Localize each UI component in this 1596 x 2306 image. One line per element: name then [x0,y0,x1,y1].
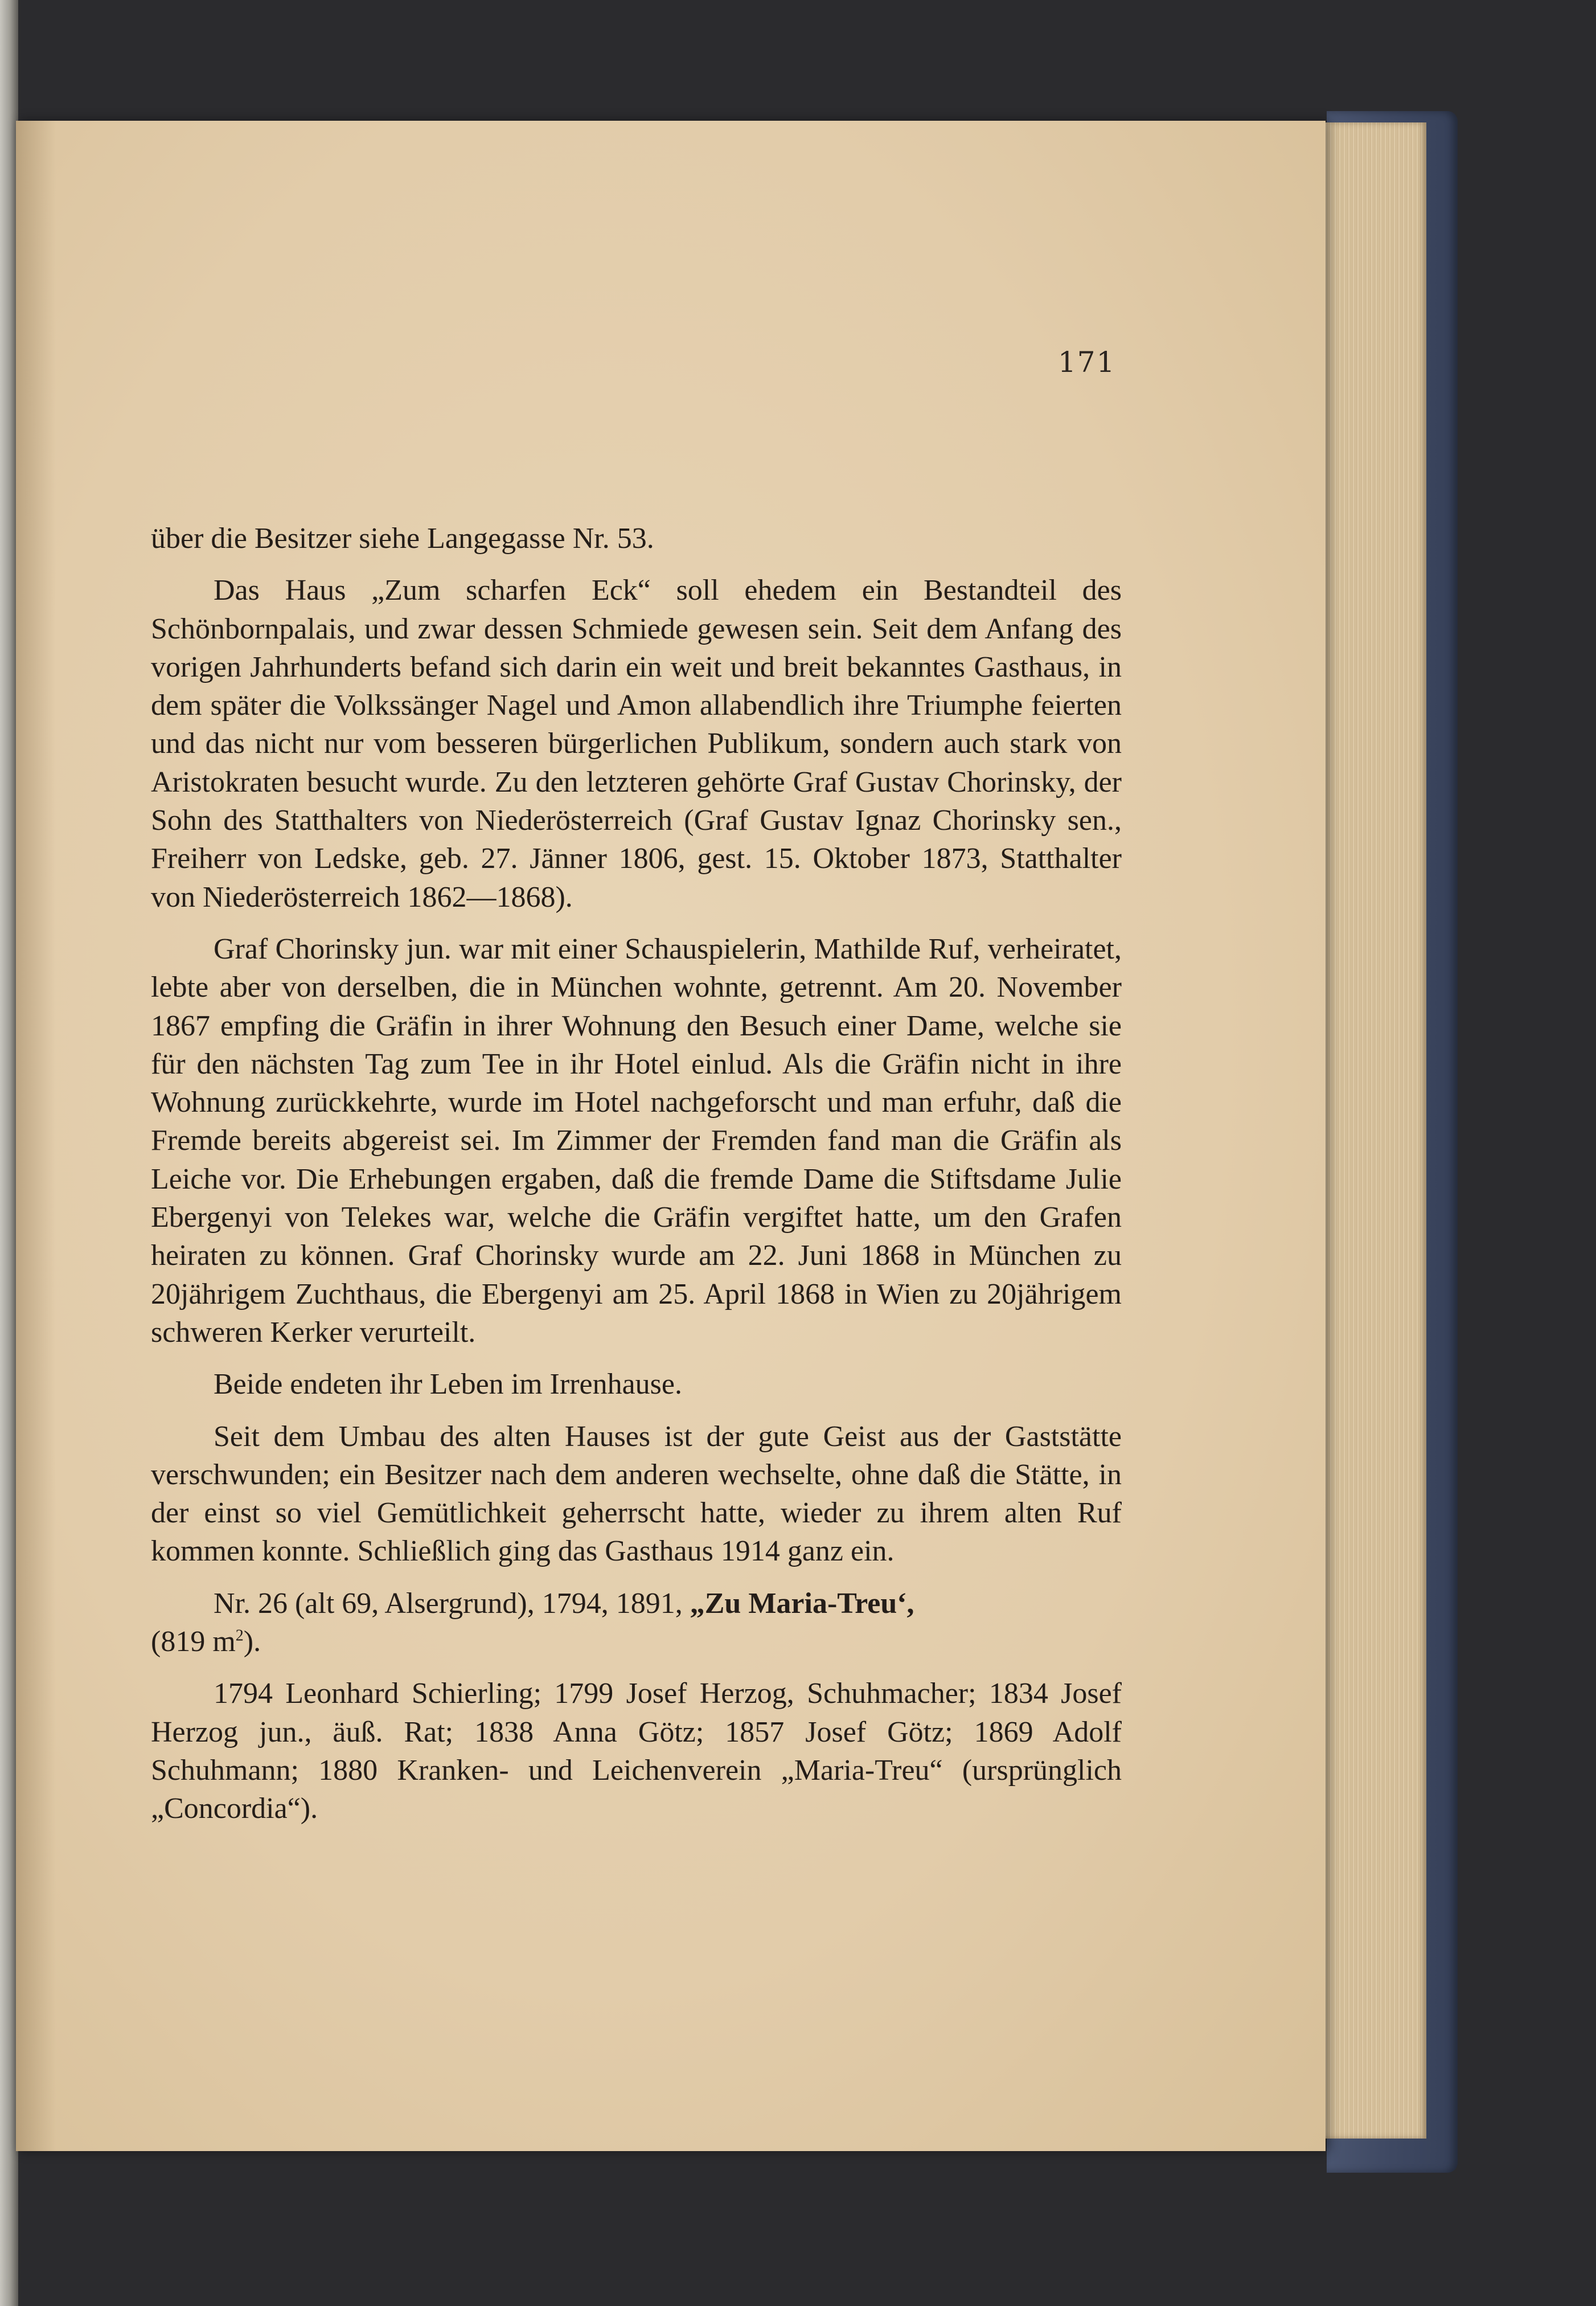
paragraph-house-history: Das Haus „Zum scharfen Eck“ soll ehedem ein Bestandteil des Schönbornpalais, und zwar dessen Schmiede gewesen sein. Seit dem Anfang des vorigen Jahrhunderts befand sich darin ein weit und breit bekanntes Gasthaus, in dem später die Volkssänger Nagel und Amon allabendlich ihre Triumphe feierten und das nicht nur vom besseren bürgerlichen Publikum, sondern auch stark von Aristokraten besucht wurde. Zu den letzteren gehörte Graf Gustav Chorinsky, der Sohn des Statthalters von Niederösterreich (Graf Gustav Ignaz Chorinsky sen., Freiherr von Ledske, geb. 27. Jänner 1806, gest. 15. Oktober 1873, Statthalter von Niederösterreich 1862—1868). [151,574,1122,914]
paragraph-owners-list: 1794 Leonhard Schierling; 1799 Josef Herzog, Schuhmacher; 1834 Josef Herzog jun., äuß. Rat; 1838 Anna Götz; 1857 Josef Götz; 1869 Adolf Schuhmann; 1880 Kranken- und Leichenverein „Maria-Treu“ (ursprünglich „Concordia“). [151,1677,1122,1825]
book-page [16,121,1326,2151]
entry-area: (819 m [151,1625,236,1658]
page-body [151,519,1122,1828]
page-edges [1310,122,1426,2139]
entry-area-superscript: 2 [235,1627,244,1645]
entry-title: „Zu Maria-Treu‘, [690,1587,914,1620]
page-number: 171 [1058,346,1116,379]
paragraph-decline: Seit dem Umbau des alten Hauses ist der gute Geist aus der Gaststätte verschwunden; ein Besitzer nach dem anderen wechselte, ohne daß die Stätte, in der einst so viel Gemütlichkeit geherrscht hatte, wieder zu ihrem alten Ruf kommen konnte. Schließlich ging das Gasthaus 1914 ganz ein. [151,1420,1122,1568]
entry-prefix: Nr. 26 (alt 69, Alsergrund), 1794, 1891, [214,1587,690,1620]
entry-area-close: ). [243,1625,261,1658]
paragraph-owners-ref: über die Besitzer siehe Langegasse Nr. 53. [151,522,654,555]
entry-heading [151,1584,1122,1661]
paragraph-asylum: Beide endeten ihr Leben im Irrenhause. [214,1368,682,1401]
paragraph-chorinsky-case: Graf Chorinsky jun. war mit einer Schauspielerin, Mathilde Ruf, verheiratet, lebte aber von derselben, die in München wohnte, getrennt. Am 20. November 1867 empfing die Gräfin in ihrer Wohnung den Besuch einer Dame, welche sie für den nächsten Tag zum Tee in ihr Hotel einlud. Als die Gräfin nicht in ihre Wohnung zurückkehrte, wurde im Hotel nachgeforscht und man erfuhr, daß die Fremde bereits abgereist sei. Im Zimmer der Fremden fand man die Gräfin als Leiche vor. Die Erhebungen ergaben, daß die fremde Dame die Stiftsdame Julie Ebergenyi von Telekes war, welche die Gräfin vergiftet hatte, um den Grafen heiraten zu können. Graf Chorinsky wurde am 22. Juni 1868 in München zu 20jährigem Zuchthaus, die Ebergenyi am 25. April 1868 in Wien zu 20jährigem schweren Kerker verurteilt. [151,932,1122,1349]
